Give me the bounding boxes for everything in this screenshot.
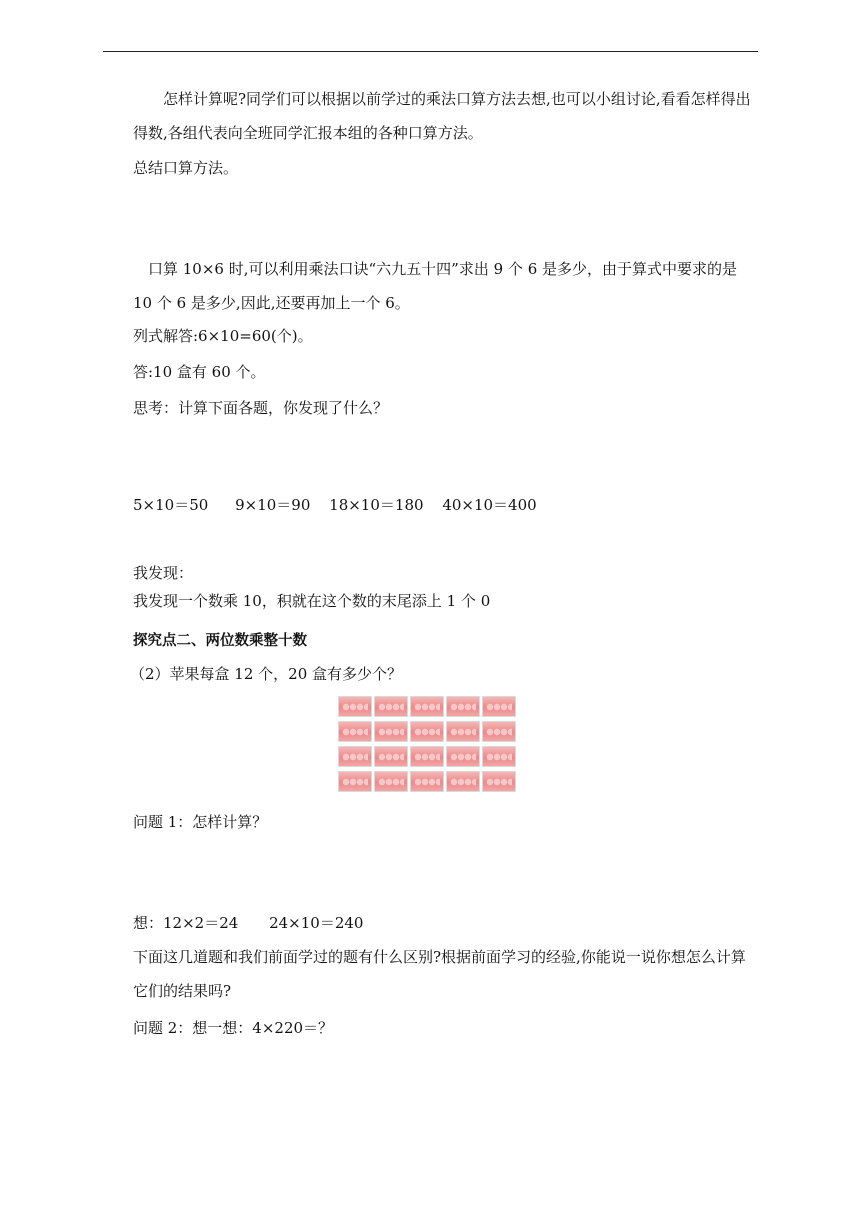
paragraph-mental-math: 口算 10×6 时,可以利用乘法口诀“六九五十四”求出 9 个 6 是多少，由于算式中要求的是 10 个 6 是多少,因此,还要再加上一个 6。: [133, 260, 738, 312]
discovery-text: 我发现一个数乘 10，积就在这个数的末尾添上 1 个 0: [133, 592, 491, 610]
solution-line: 列式解答:6×10=60(个)。: [133, 327, 313, 345]
apple-box: [482, 771, 516, 792]
paragraph-difference: 下面这几道题和我们前面学过的题有什么区别?根据前面学习的经验,你能说一说你想怎么计算它们的结果吗?: [133, 948, 746, 1000]
summary-line: 总结口算方法。: [133, 159, 239, 177]
apple-box: [410, 746, 444, 767]
header-rule: [103, 51, 758, 52]
question-1: 问题 1：怎样计算？: [133, 813, 268, 831]
apple-question: （2）苹果每盒 12 个，20 盒有多少个？: [130, 665, 403, 683]
apple-box: [446, 746, 480, 767]
apple-boxes-image: [338, 696, 521, 796]
equations-row: [133, 495, 537, 515]
apple-box: [338, 721, 372, 742]
apple-box: [374, 696, 408, 717]
apple-box: [482, 721, 516, 742]
apple-box: [482, 696, 516, 717]
apple-box: [374, 771, 408, 792]
equation-2: 9×10＝90: [235, 496, 311, 514]
apple-box: [446, 771, 480, 792]
section-heading: 探究点二、两位数乘整十数: [133, 633, 307, 649]
apple-box: [482, 746, 516, 767]
apple-box: [374, 746, 408, 767]
apple-box: [338, 771, 372, 792]
apple-box: [374, 721, 408, 742]
think-line: 思考：计算下面各题，你发现了什么？: [133, 399, 389, 417]
answer-line: 答:10 盒有 60 个。: [133, 363, 266, 381]
apple-box: [446, 721, 480, 742]
discovery-label: 我发现：: [133, 564, 194, 582]
apple-box: [410, 696, 444, 717]
apple-box: [446, 696, 480, 717]
paragraph-how-to-calculate: 怎样计算呢?同学们可以根据以前学过的乘法口算方法去想,也可以小组讨论,看看怎样得出得数,各组代表向全班同学汇报本组的各种口算方法。: [133, 90, 751, 142]
equation-1: 5×10＝50: [133, 496, 209, 514]
apple-box: [338, 746, 372, 767]
think-equations: [133, 913, 363, 933]
think-equation-2: 24×10＝240: [269, 914, 364, 932]
apple-box: [410, 721, 444, 742]
apple-box: [410, 771, 444, 792]
equation-4: 40×10＝400: [442, 496, 537, 514]
apple-box: [338, 696, 372, 717]
think-equation-1: 想：12×2＝24: [133, 914, 239, 932]
question-2: 问题 2：想一想：4×220＝？: [133, 1019, 334, 1037]
equation-3: 18×10＝180: [329, 496, 424, 514]
